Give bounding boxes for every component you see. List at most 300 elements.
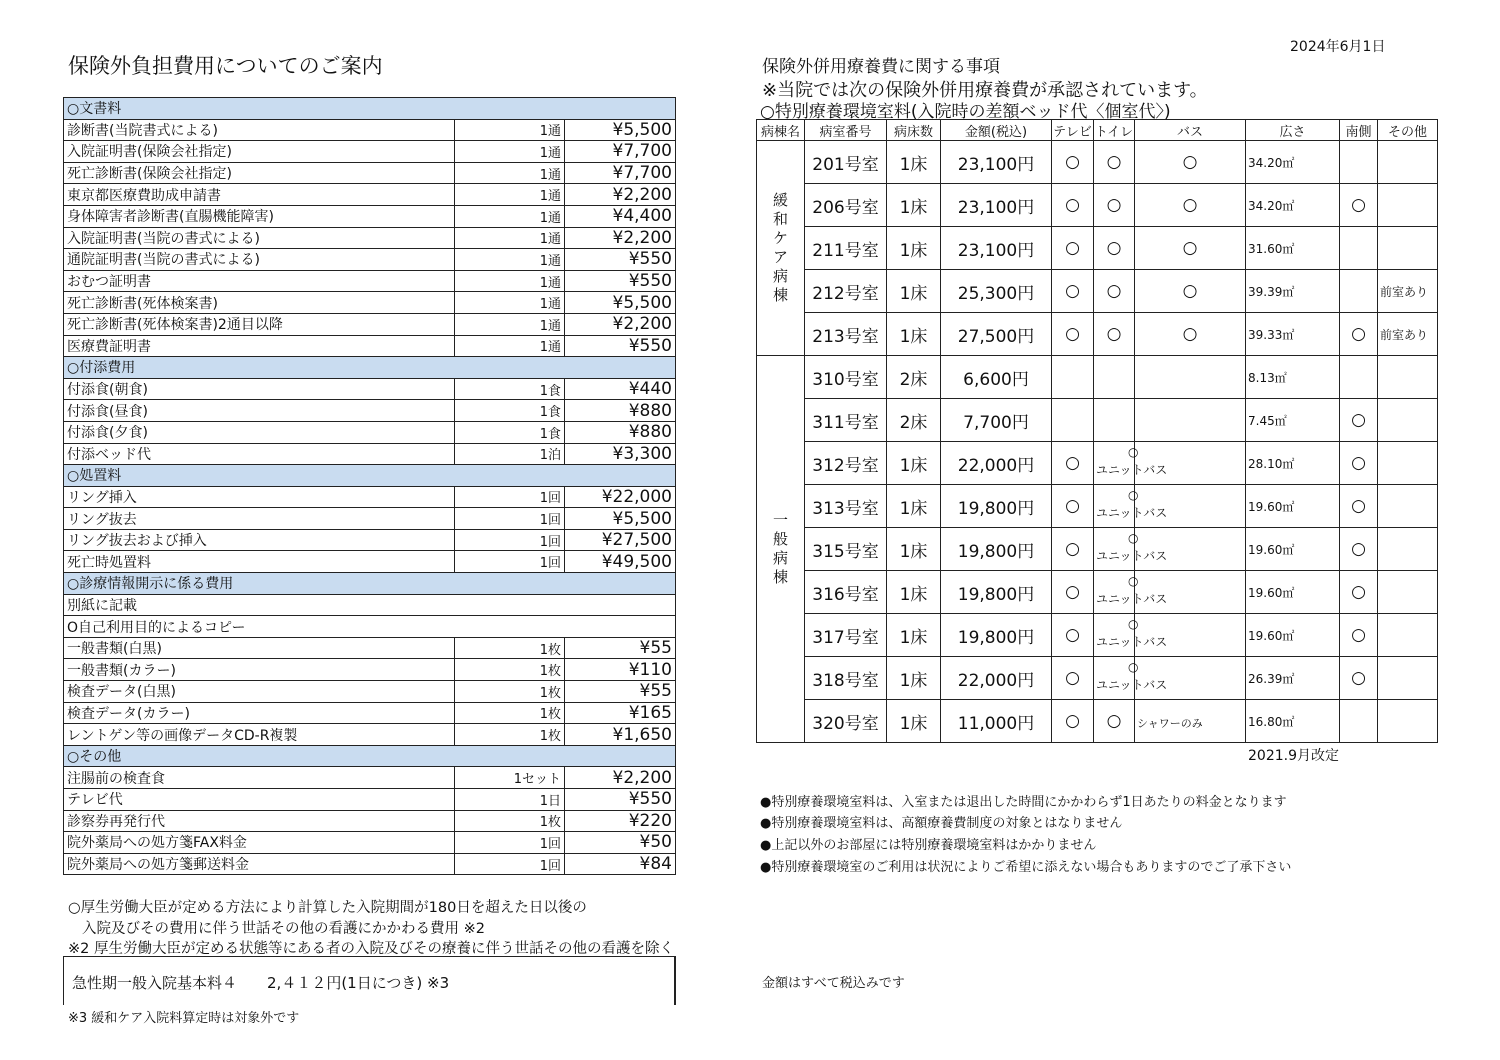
room-toilet [1094, 399, 1135, 442]
unit-bath-label: ユニットバス [1096, 506, 1168, 520]
fee-item-price: ¥550 [565, 249, 676, 271]
fee-item-name: 診断書(当院書式による) [64, 119, 455, 141]
fee-item-name: レントゲン等の画像データCD-R複製 [64, 724, 455, 746]
fee-item-price: ¥5,500 [565, 292, 676, 314]
room-area: 39.33㎡ [1246, 313, 1340, 356]
room-column-header: 病棟名 [757, 120, 805, 141]
room-beds: 1床 [887, 571, 941, 614]
ward-name-char: 病 [772, 267, 788, 285]
fee-item-unit: 1泊 [455, 443, 565, 465]
note-180-line2: 入院及びその費用に伴う世話その他の看護にかかわる費用 ※2 [82, 921, 485, 937]
toilet-mark: ○ [1128, 660, 1139, 674]
ward-name [757, 356, 805, 743]
room-other [1378, 356, 1438, 399]
fee-item-unit: 1回 [455, 853, 565, 875]
room-row [757, 485, 1438, 528]
unit-bath-label: ユニットバス [1096, 592, 1168, 606]
fee-item-name: リング抜去 [64, 508, 455, 530]
fee-item-price: ¥2,200 [565, 227, 676, 249]
room-south [1340, 356, 1378, 399]
fee-item-price: ¥550 [565, 335, 676, 357]
room-toilet [1094, 657, 1168, 700]
fee-item-unit: 1枚 [455, 724, 565, 746]
room-tv: ○ [1052, 614, 1094, 657]
ward-name-char: 棟 [772, 286, 788, 304]
fee-item-unit: 1通 [455, 184, 565, 206]
section-header-row [64, 573, 676, 595]
fee-row [64, 702, 676, 724]
room-number: 312号室 [805, 442, 887, 485]
room-price: 23,100円 [941, 184, 1052, 227]
revised-date: 2021.9月改定 [1248, 748, 1339, 764]
fee-row [64, 184, 676, 206]
fee-item-unit: 1枚 [455, 702, 565, 724]
room-table [756, 119, 1438, 743]
fee-item-price: ¥4,400 [565, 205, 676, 227]
room-toilet: ○ [1094, 700, 1135, 743]
fee-item-name: 院外薬局への処方箋FAX料金 [64, 832, 455, 854]
room-number: 206号室 [805, 184, 887, 227]
ward-name-char: 病 [772, 549, 788, 567]
bullet-note: ●特別療養環境室料は、入室または退出した時間にかかわらず1日あたりの料金となります [760, 795, 1287, 810]
fee-item-name: 身体障害者診断書(直腸機能障害) [64, 205, 455, 227]
room-area: 39.39㎡ [1246, 270, 1340, 313]
shower-label: シャワーのみ [1137, 716, 1203, 730]
fee-item-unit: 1枚 [455, 681, 565, 703]
room-tv: ○ [1052, 485, 1094, 528]
fee-row [64, 789, 676, 811]
fee-item-price: ¥2,200 [565, 313, 676, 335]
section-header-row [64, 465, 676, 487]
room-row [757, 442, 1438, 485]
fee-item-name: おむつ証明書 [64, 270, 455, 292]
room-number: 313号室 [805, 485, 887, 528]
room-area: 26.39㎡ [1246, 657, 1340, 700]
room-bath: ○ [1135, 184, 1246, 227]
fee-item-name: 医療費証明書 [64, 335, 455, 357]
room-bath [1135, 356, 1246, 399]
room-area: 7.45㎡ [1246, 399, 1340, 442]
room-area: 34.20㎡ [1246, 184, 1340, 227]
note-3: ※3 緩和ケア入院料算定時は対象外です [68, 1011, 300, 1026]
room-row [757, 313, 1438, 356]
room-price: 6,600円 [941, 356, 1052, 399]
room-price: 22,000円 [941, 442, 1052, 485]
basic-fee: 急性期一般入院基本料４ 2,４１２円(1日につき) ※3 [72, 974, 450, 992]
fee-row [64, 486, 676, 508]
fee-item-unit: 1通 [455, 205, 565, 227]
room-beds: 2床 [887, 356, 941, 399]
room-price: 19,800円 [941, 614, 1052, 657]
fee-item-price: ¥49,500 [565, 551, 676, 573]
room-column-header: トイレ [1094, 120, 1135, 141]
fee-item-price: ¥880 [565, 421, 676, 443]
fee-item-name: 一般書類(カラー) [64, 659, 455, 681]
section-header-row [64, 357, 676, 379]
fee-item-price: ¥550 [565, 270, 676, 292]
room-beds: 1床 [887, 485, 941, 528]
room-other [1378, 528, 1438, 571]
fee-row [64, 724, 676, 746]
fee-item-price: ¥550 [565, 789, 676, 811]
room-beds: 1床 [887, 614, 941, 657]
section-header: ○その他 [64, 745, 676, 767]
room-tv: ○ [1052, 442, 1094, 485]
fee-row [64, 141, 676, 163]
fee-item-name: 付添食(昼食) [64, 400, 455, 422]
fee-item-unit: 1日 [455, 789, 565, 811]
room-bath: ○ [1135, 227, 1246, 270]
room-number: 320号室 [805, 700, 887, 743]
room-toilet [1094, 528, 1168, 571]
fee-row [64, 832, 676, 854]
fee-item-unit: 1通 [455, 162, 565, 184]
room-toilet: ○ [1094, 141, 1135, 184]
fee-item-price: ¥110 [565, 659, 676, 681]
room-column-header: テレビ [1052, 120, 1094, 141]
fee-item-unit: 1回 [455, 508, 565, 530]
room-tv: ○ [1052, 227, 1094, 270]
fee-row [64, 421, 676, 443]
room-row [757, 270, 1438, 313]
fee-row [64, 249, 676, 271]
room-price: 11,000円 [941, 700, 1052, 743]
room-area: 19.60㎡ [1246, 485, 1340, 528]
fee-row [64, 292, 676, 314]
fee-item-name: 付添食(朝食) [64, 378, 455, 400]
room-price: 23,100円 [941, 227, 1052, 270]
room-toilet: ○ [1094, 184, 1135, 227]
fee-item-price: ¥22,000 [565, 486, 676, 508]
fee-item-name: 入院証明書(当院の書式による) [64, 227, 455, 249]
room-toilet [1094, 614, 1168, 657]
fee-item-name: 付添ベッド代 [64, 443, 455, 465]
fee-item-name: 検査データ(白黒) [64, 681, 455, 703]
room-column-header: 病床数 [887, 120, 941, 141]
fee-row [64, 681, 676, 703]
fee-item-price: ¥3,300 [565, 443, 676, 465]
fee-row [64, 594, 676, 616]
room-south: ○ [1340, 571, 1378, 614]
note-180-line1: ○厚生労働大臣が定める方法により計算した入院期間が180日を超えた日以後の [68, 900, 587, 916]
fee-row [64, 205, 676, 227]
tax-note: 金額はすべて税込みです [762, 976, 905, 991]
fee-item-unit: 1枚 [455, 637, 565, 659]
room-beds: 1床 [887, 442, 941, 485]
fee-row [64, 270, 676, 292]
fee-row [64, 313, 676, 335]
room-price: 25,300円 [941, 270, 1052, 313]
page-title: 保険外負担費用についてのご案内 [68, 54, 383, 78]
room-south: ○ [1340, 313, 1378, 356]
fee-row [64, 767, 676, 789]
fee-row [64, 335, 676, 357]
fee-item-price: ¥440 [565, 378, 676, 400]
ward-name-char: ケ [772, 229, 788, 247]
room-other [1378, 571, 1438, 614]
room-row [757, 614, 1438, 657]
room-column-header: その他 [1378, 120, 1438, 141]
room-beds: 2床 [887, 399, 941, 442]
fee-item-price: ¥27,500 [565, 529, 676, 551]
room-area: 34.20㎡ [1246, 141, 1340, 184]
fee-item-unit: 1セット [455, 767, 565, 789]
bullet-note: ●特別療養環境室のご利用は状況によりご希望に添えない場合もありますのでご了承下さい [760, 860, 1292, 875]
fee-item-name: 院外薬局への処方箋郵送料金 [64, 853, 455, 875]
fee-item-price: ¥84 [565, 853, 676, 875]
fee-item-name: 死亡診断書(保険会社指定) [64, 162, 455, 184]
room-column-header: 南側 [1340, 120, 1378, 141]
room-row [757, 700, 1438, 743]
toilet-mark: ○ [1128, 445, 1139, 459]
ward-name-char: 棟 [772, 568, 788, 586]
fee-item-name: リング抜去および挿入 [64, 529, 455, 551]
room-bath: ○ [1135, 313, 1246, 356]
fee-item-name: O自己利用目的によるコピー [64, 616, 676, 638]
room-number: 212号室 [805, 270, 887, 313]
toilet-mark: ○ [1128, 617, 1139, 631]
section-header-row [64, 98, 676, 120]
room-price: 19,800円 [941, 528, 1052, 571]
fee-item-name: 検査データ(カラー) [64, 702, 455, 724]
fee-item-price: ¥880 [565, 400, 676, 422]
fee-row [64, 616, 676, 638]
room-other [1378, 184, 1438, 227]
unit-bath-label: ユニットバス [1096, 635, 1168, 649]
room-number: 315号室 [805, 528, 887, 571]
room-other [1378, 700, 1438, 743]
room-south: ○ [1340, 485, 1378, 528]
fee-item-unit: 1通 [455, 227, 565, 249]
fee-item-name: 通院証明書(当院の書式による) [64, 249, 455, 271]
fee-item-unit: 1回 [455, 832, 565, 854]
room-beds: 1床 [887, 528, 941, 571]
room-price: 19,800円 [941, 485, 1052, 528]
room-beds: 1床 [887, 313, 941, 356]
fee-item-price: ¥55 [565, 681, 676, 703]
fee-item-unit: 1回 [455, 529, 565, 551]
room-number: 311号室 [805, 399, 887, 442]
room-row [757, 227, 1438, 270]
room-beds: 1床 [887, 227, 941, 270]
fee-item-name: 入院証明書(保険会社指定) [64, 141, 455, 163]
room-other [1378, 442, 1438, 485]
note-2: ※2 厚生労働大臣が定める状態等にある者の入院及びその療養に伴う世話その他の看護を除く [68, 941, 674, 957]
room-column-header: 病室番号 [805, 120, 887, 141]
room-south: ○ [1340, 657, 1378, 700]
fee-item-name: 死亡時処置料 [64, 551, 455, 573]
room-tv: ○ [1052, 657, 1094, 700]
unit-bath-label: ユニットバス [1096, 549, 1168, 563]
room-other: 前室あり [1378, 270, 1438, 313]
room-area: 8.13㎡ [1246, 356, 1340, 399]
room-tv: ○ [1052, 141, 1094, 184]
fee-item-price: ¥7,700 [565, 141, 676, 163]
room-row [757, 657, 1438, 700]
issue-date: 2024年6月1日 [1290, 39, 1386, 55]
fee-item-price: ¥55 [565, 637, 676, 659]
fee-item-price: ¥165 [565, 702, 676, 724]
room-beds: 1床 [887, 700, 941, 743]
unit-bath-label: ユニットバス [1096, 463, 1168, 477]
unit-bath-label: ユニットバス [1096, 678, 1168, 692]
room-south [1340, 700, 1378, 743]
ward-name-char: 緩 [772, 191, 788, 209]
ward-name-char: 和 [772, 210, 788, 228]
room-bath [1135, 399, 1246, 442]
fee-row [64, 637, 676, 659]
fee-item-price: ¥50 [565, 832, 676, 854]
room-number: 317号室 [805, 614, 887, 657]
fee-row [64, 162, 676, 184]
ward-name-char: 一 [772, 511, 788, 529]
fee-item-price: ¥5,500 [565, 508, 676, 530]
fee-row [64, 551, 676, 573]
room-area: 19.60㎡ [1246, 571, 1340, 614]
room-other: 前室あり [1378, 313, 1438, 356]
room-tv: ○ [1052, 528, 1094, 571]
room-toilet: ○ [1094, 270, 1135, 313]
fee-table [63, 97, 676, 875]
fee-row [64, 443, 676, 465]
right-subheading: ※当院では次の保険外併用療養費が承認されています。 [762, 80, 1208, 101]
room-tv [1052, 399, 1094, 442]
fee-row [64, 378, 676, 400]
room-number: 201号室 [805, 141, 887, 184]
room-other [1378, 399, 1438, 442]
room-south: ○ [1340, 184, 1378, 227]
fee-item-price: ¥1,650 [565, 724, 676, 746]
room-number: 310号室 [805, 356, 887, 399]
fee-item-name: 死亡診断書(死体検案書) [64, 292, 455, 314]
fee-item-price: ¥5,500 [565, 119, 676, 141]
room-area: 31.60㎡ [1246, 227, 1340, 270]
room-row [757, 184, 1438, 227]
room-row [757, 356, 1438, 399]
ward-name-char: ア [772, 248, 788, 266]
fee-item-price: ¥2,200 [565, 767, 676, 789]
fee-item-unit: 1枚 [455, 810, 565, 832]
section-header-row [64, 745, 676, 767]
ward-name-char: 般 [772, 530, 788, 548]
room-area: 28.10㎡ [1246, 442, 1340, 485]
section-header: ○処置料 [64, 465, 676, 487]
room-price: 27,500円 [941, 313, 1052, 356]
fee-item-unit: 1食 [455, 421, 565, 443]
fee-item-price: ¥220 [565, 810, 676, 832]
section-header: ○付添費用 [64, 357, 676, 379]
room-south [1340, 141, 1378, 184]
fee-row [64, 659, 676, 681]
fee-item-name: 一般書類(白黒) [64, 637, 455, 659]
room-toilet: ○ [1094, 313, 1135, 356]
room-toilet [1094, 442, 1168, 485]
room-toilet [1094, 485, 1168, 528]
toilet-mark: ○ [1128, 531, 1139, 545]
fee-item-name: テレビ代 [64, 789, 455, 811]
fee-item-name: 診察券再発行代 [64, 810, 455, 832]
room-fee-title: ○特別療養環境室料(入院時の差額ベッド代〈個室代〉) [760, 102, 1171, 122]
fee-row [64, 810, 676, 832]
room-toilet [1094, 356, 1135, 399]
section-header: ○文書料 [64, 98, 676, 120]
fee-item-name: 付添食(夕食) [64, 421, 455, 443]
fee-item-unit: 1食 [455, 378, 565, 400]
room-area: 19.60㎡ [1246, 614, 1340, 657]
fee-item-unit: 1食 [455, 400, 565, 422]
room-tv: ○ [1052, 270, 1094, 313]
bullet-note: ●特別療養環境室料は、高額療養費制度の対象とはなりません [760, 816, 1123, 831]
room-other [1378, 227, 1438, 270]
room-tv: ○ [1052, 571, 1094, 614]
ward-name [757, 141, 805, 356]
toilet-mark: ○ [1128, 488, 1139, 502]
room-row [757, 399, 1438, 442]
fee-item-unit: 1通 [455, 141, 565, 163]
room-row [757, 571, 1438, 614]
room-south: ○ [1340, 528, 1378, 571]
room-south: ○ [1340, 442, 1378, 485]
room-column-header: 広さ [1246, 120, 1340, 141]
room-area: 16.80㎡ [1246, 700, 1340, 743]
fee-row [64, 529, 676, 551]
room-row [757, 528, 1438, 571]
room-beds: 1床 [887, 184, 941, 227]
fee-row [64, 119, 676, 141]
fee-item-name: 死亡診断書(死体検案書)2通目以降 [64, 313, 455, 335]
fee-item-unit: 1回 [455, 486, 565, 508]
fee-item-price: ¥7,700 [565, 162, 676, 184]
right-heading: 保険外併用療養費に関する事項 [762, 57, 1000, 77]
room-tv: ○ [1052, 313, 1094, 356]
fee-row [64, 508, 676, 530]
section-header: ○診療情報開示に係る費用 [64, 573, 676, 595]
room-south [1340, 270, 1378, 313]
fee-item-price: ¥2,200 [565, 184, 676, 206]
fee-row [64, 400, 676, 422]
fee-item-unit: 1通 [455, 270, 565, 292]
fee-row [64, 853, 676, 875]
fee-item-unit: 1通 [455, 119, 565, 141]
room-other [1378, 614, 1438, 657]
room-number: 213号室 [805, 313, 887, 356]
room-toilet: ○ [1094, 227, 1135, 270]
room-price: 22,000円 [941, 657, 1052, 700]
basic-fee-box [63, 956, 676, 1005]
fee-row [64, 227, 676, 249]
room-other [1378, 657, 1438, 700]
fee-item-name: 別紙に記載 [64, 594, 676, 616]
room-tv: ○ [1052, 184, 1094, 227]
fee-item-unit: 1通 [455, 292, 565, 314]
fee-item-unit: 1通 [455, 249, 565, 271]
room-row [757, 141, 1438, 184]
room-price: 19,800円 [941, 571, 1052, 614]
room-tv [1052, 356, 1094, 399]
fee-item-name: 東京都医療費助成申請書 [64, 184, 455, 206]
room-beds: 1床 [887, 141, 941, 184]
room-price: 23,100円 [941, 141, 1052, 184]
room-bath [1135, 700, 1246, 743]
room-bath: ○ [1135, 141, 1246, 184]
fee-item-unit: 1回 [455, 551, 565, 573]
room-beds: 1床 [887, 657, 941, 700]
room-number: 318号室 [805, 657, 887, 700]
bullet-note: ●上記以外のお部屋には特別療養環境室料はかかりません [760, 838, 1097, 853]
room-bath: ○ [1135, 270, 1246, 313]
toilet-mark: ○ [1128, 574, 1139, 588]
room-south: ○ [1340, 399, 1378, 442]
